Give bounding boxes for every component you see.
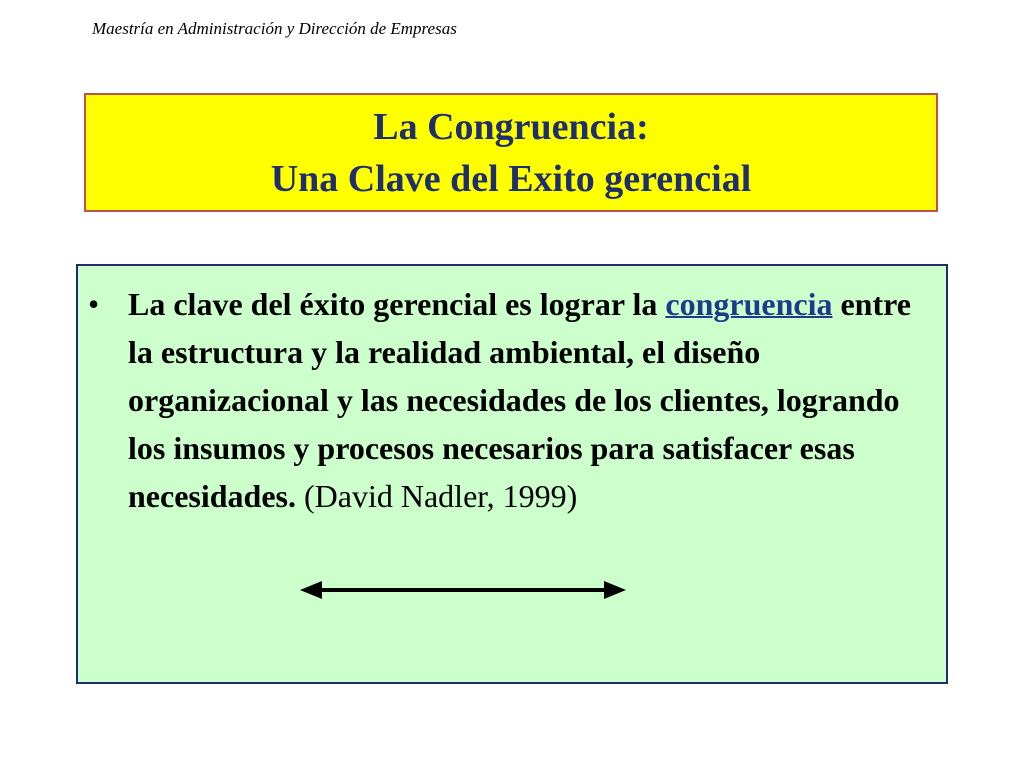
- bullet-text: [128, 280, 928, 520]
- title-line-1: La Congruencia:: [373, 106, 649, 148]
- title-box: [84, 93, 938, 212]
- bullet-text-part-2: entre la estructura y la realidad ambiental, el diseño organizacional y las necesidades de los clientes, logrando los insumos y procesos necesarios para satisfacer esas necesidades.: [128, 286, 911, 514]
- bullet-icon: •: [88, 286, 100, 322]
- congruencia-link[interactable]: congruencia: [665, 286, 833, 322]
- bullet-text-part-1: La clave del éxito gerencial es lograr la: [128, 286, 666, 322]
- double-arrow-icon: [300, 578, 626, 602]
- content-box: [76, 264, 948, 684]
- citation: (David Nadler, 1999): [296, 478, 578, 514]
- header-caption: Maestría en Administración y Dirección de Empresas: [92, 19, 457, 38]
- title-line-2: Una Clave del Exito gerencial: [270, 158, 752, 200]
